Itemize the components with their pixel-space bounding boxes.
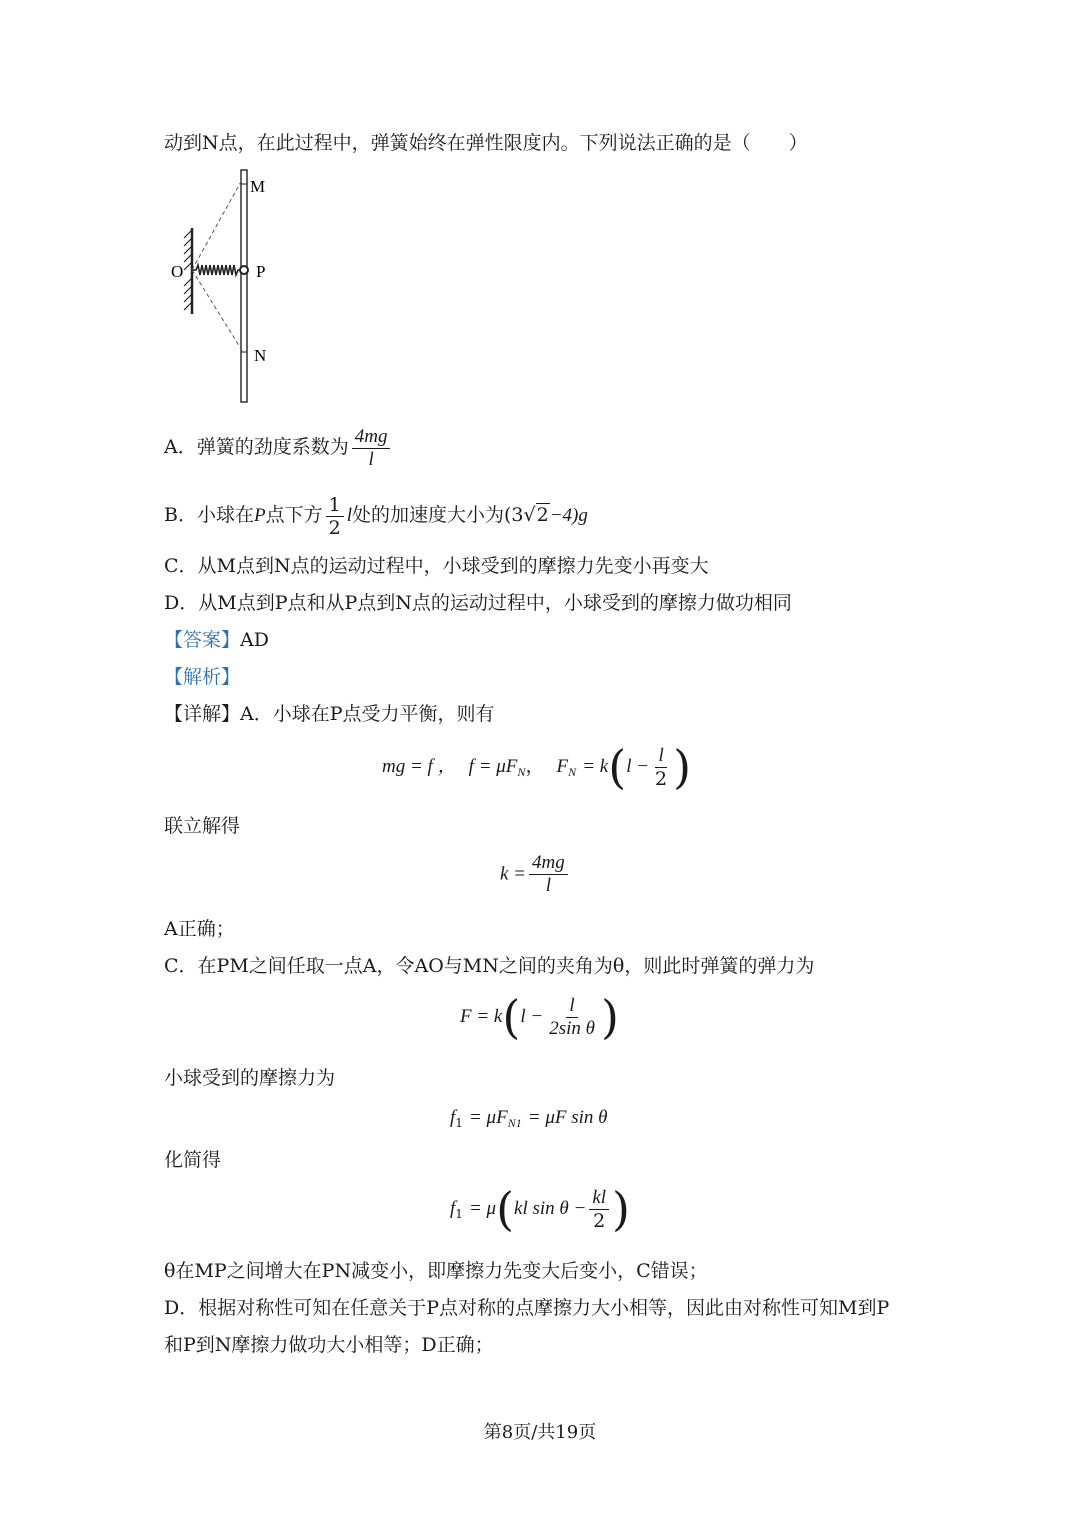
option-b-fraction: $\frac{1}{2}$: [326, 494, 344, 539]
vertical-rod: [241, 170, 247, 402]
option-b: B．小球在P点下方 $\frac{1}{2}$ l处的加速度大小为(3√2−4)g: [164, 493, 588, 539]
simplify-text: 化简得: [164, 1149, 222, 1171]
spring-rod-figure: [170, 168, 290, 408]
dashed-line-on: [192, 270, 243, 352]
label-n: N: [254, 346, 267, 365]
option-c: C．从M点到N点的运动过程中，小球受到的摩擦力先变小再变大: [164, 555, 709, 577]
answer-tag: 【答案】: [164, 629, 241, 651]
solve-text: 联立解得: [164, 815, 241, 837]
a-correct: A正确；: [164, 918, 235, 940]
equation-4: $f_1 = \mu F_{N1} = \mu F$ sin θ: [450, 1107, 608, 1130]
option-a: A．弹簧的劲度系数为 $\frac{4mg}{l}$: [164, 422, 393, 472]
question-intro: 动到N点，在此过程中，弹簧始终在弹性限度内。下列说法正确的是（ ）: [164, 132, 808, 154]
d-line-2: 和P到N摩擦力做功大小相等；D正确；: [164, 1334, 494, 1356]
equation-5: $f_1 = \mu(kl$ sin θ − $\frac{kl}{2}$ ): [450, 1182, 630, 1236]
option-d: D．从M点到P点和从P点到N点的运动过程中，小球受到的摩擦力做功相同: [164, 592, 792, 614]
label-o: O: [171, 262, 184, 281]
spring: [192, 265, 241, 275]
page-footer: 第8页/共19页: [483, 1422, 597, 1443]
equation-3: F = k(l − $\frac{l}{\text{2sin θ}}$ ): [460, 990, 619, 1044]
answer-line: [164, 628, 269, 652]
label-p: P: [256, 262, 266, 281]
c-conclusion: θ在MP之间增大在PN减变小，即摩擦力先变大后变小，C错误；: [164, 1260, 708, 1282]
dashed-line-om: [192, 178, 243, 270]
label-m: M: [250, 177, 266, 196]
equation-1: mg = f ， $f = \mu F_N$， $F_N = k(l$ − $\frac{l}{2}$ ): [382, 740, 692, 794]
detail-a-intro: 【详解】A．小球在P点受力平衡，则有: [164, 703, 495, 725]
d-line-1: D．根据对称性可知在任意关于P点对称的点摩擦力大小相等，因此由对称性可知M到P: [164, 1297, 890, 1319]
option-a-fraction: $\frac{4mg}{l}$: [352, 426, 391, 471]
friction-text: 小球受到的摩擦力为: [164, 1067, 336, 1089]
equation-2: k = $\frac{4mg}{l}$: [500, 852, 571, 897]
c-intro: C．在PM之间任取一点A，令AO与MN之间的夹角为θ，则此时弹簧的弹力为: [164, 955, 815, 977]
answer-value: AD: [240, 629, 269, 651]
analysis-tag: 【解析】: [164, 666, 241, 688]
ball: [240, 266, 248, 274]
analysis-line: [164, 665, 240, 689]
